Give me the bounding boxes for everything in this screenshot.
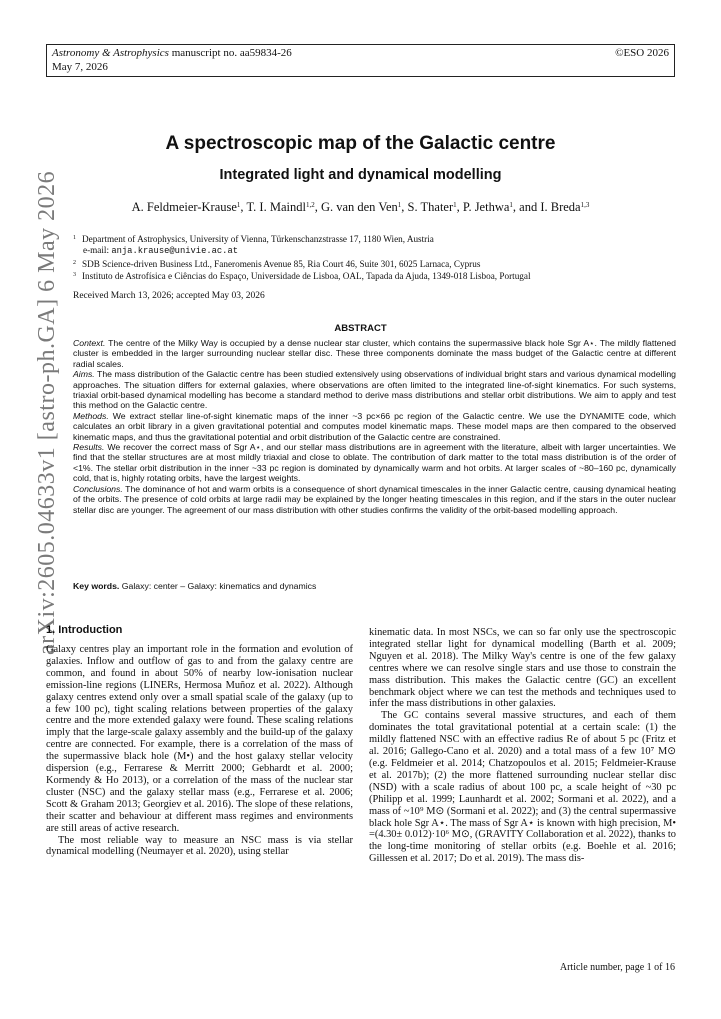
methods-label: Methods. <box>73 410 109 421</box>
email-label: e-mail: <box>83 245 112 256</box>
paragraph: Galaxy centres play an important role in the formation and evolution of galaxies. Inflow and outflow of gas to and from the galaxy centre are common, and found in about 50% of nearby low-ionisation nuclear emission-line regions (LINERs, Hermosa Muñoz et al. 2022). Although galaxy centres extend only over a small spatial scale of the galaxy (up to a few 100 pc), tight scaling relations between properties of the galaxy centre and the more extended galaxy were found. These scaling relations imply that the large-scale galaxy assembly and the build-up of the galaxy centre are connected. For example, there is a correlation of the mass of the supermassive black hole (M•) and the host galaxy stellar velocity dispersion (e.g., Ferrarese & Merritt 2000; Gebhardt et al. 2000; Kormendy & Ho 2013), or a correlation of the mass of the nuclear star cluster (NSC) and the galaxy stellar mass (e.g., Ferrarese et al. 2006; Scott & Graham 2013; Georgiev et al. 2016). The slope of these relations, their scatter and behaviour at different mass regimes and environments are still areas of active research. <box>46 644 353 834</box>
author-affil: 1,2 <box>305 201 315 209</box>
affiliation <box>73 258 673 270</box>
arxiv-stamp: arXiv:2605.04633v1 [astro-ph.GA] 6 May 2026 <box>34 170 60 655</box>
author-affil: 1 <box>236 201 241 209</box>
aims-text: The mass distribution of the Galactic centre has been studied extensively using observations of individual bright stars and various dynamical modelling approaches. The situation differs for external galaxies, where observations are often limited to the integrated line-of-sight kinematics. For such systems, triaxial orbit-based dynamical modelling has become a standard method to derive mass distributions and stellar orbit distributions. We aim to apply and test this method on the Galactic centre. <box>73 369 676 411</box>
copyright: ©ESO 2026 <box>615 47 669 59</box>
author: P. Jethwa <box>462 200 510 214</box>
author-list: A. Feldmeier-Krause$^1$, T. I. Maindl$^{1,2}$, G. van den Ven$^1$, S. Thater$^1$, P. Jethwa$^1$, and I. Breda$^{1,3}$ <box>131 200 590 214</box>
paper-subtitle: Integrated light and dynamical modelling <box>219 167 502 183</box>
author: G. van den Ven <box>320 200 398 214</box>
affiliation <box>73 270 673 282</box>
results-label: Results. <box>73 442 105 453</box>
affiliation-text: Department of Astrophysics, University of Vienna, Türkenschanzstrasse 17, 1180 Wien, Austria <box>82 234 434 244</box>
affiliation-number: 3 <box>73 271 76 278</box>
affiliation-text: SDB Science-driven Business Ltd., Faneromenis Avenue 85, Ria Court 46, Suite 301, 6025 Larnaca, Cyprus <box>82 258 481 269</box>
header-date: May 7, 2026 <box>52 61 108 73</box>
paper-title: A spectroscopic map of the Galactic centre <box>165 133 556 154</box>
author: I. Breda <box>540 200 581 214</box>
paragraph: kinematic data. In most NSCs, we can so far only use the spectroscopic integrated stellar light for dynamical modelling (Barth et al. 2009; Nguyen et al. 2018). The Milky Way's centre is one of the few galaxy centres where we can resolve single stars and use those to constrain the mass distribution. This makes the Galactic centre (GC) an excellent benchmark object where we can test the methods and techniques used to infer the mass distributions in other galaxies. <box>369 627 676 710</box>
manuscript-number: manuscript no. aa59834-26 <box>168 47 292 59</box>
received-dates: Received March 13, 2026; accepted May 03, 2026 <box>73 291 265 301</box>
journal-line <box>52 47 292 59</box>
abstract-conclusions <box>73 484 676 515</box>
conclusions-text: The dominance of hot and warm orbits is a consequence of short dynamical timescales in the inner Galactic centre, causing dynamical heating of the orbits. The presence of cold orbits at large radii may be explained by the longer heating timescales in this region, and if the stars in the outer nuclear stellar disc are younger. The agreement of our mass distribution with other studies confirms the validity of the orbit-based modelling approach. <box>73 483 676 515</box>
author-affil: 1 <box>397 201 402 209</box>
aims-label: Aims. <box>73 369 95 380</box>
results-text: We recover the correct mass of Sgr A⋆, and our stellar mass distributions are in agreement with the literature, albeit with larger uncertainties. We find that the stellar structures are at most mildly triaxial and close to oblate. The contribution of dark matter to the total mass distribution is of the order of <1%. The stellar orbit distribution in the inner ~33 pc region is dominated by dynamically warm and hot orbits. At larger scales of ~80–160 pc, dynamically cold, that is, highly rotating orbits, have the largest weights. <box>73 442 676 484</box>
section-heading: 1. Introduction <box>46 624 123 636</box>
email-address[interactable]: anja.krause@univie.ac.at <box>111 246 239 257</box>
author-affil: 1 <box>509 201 513 209</box>
page-footer: Article number, page 1 of 16 <box>559 962 675 973</box>
abstract-results <box>73 442 676 484</box>
abstract-context <box>73 338 676 369</box>
context-text: The centre of the Milky Way is occupied by a dense nuclear star cluster, which contains the supermassive black hole Sgr A⋆. The mildly flattened cluster is embedded in the larger surrounding nuclear stellar disc. These three components dominate the mass budget of the Galactic centre at different radial scales. <box>73 338 676 369</box>
keywords-text: Galaxy: center – Galaxy: kinematics and dynamics <box>121 581 317 591</box>
author: S. Thater <box>407 200 454 214</box>
manuscript-header <box>46 44 675 77</box>
keywords <box>73 581 676 591</box>
paragraph: The GC contains several massive structures, and each of them dominates the total gravitational potential at a certain scale: (1) the mildly flattened NSC with an effective radius Re of about 5 pc (Fritz et al. 2016; Gallego-Cano et al. 2020) and a total mass of a few 10⁷ M⊙ (e.g. Feldmeier et al. 2014; Chatzopoulos et al. 2015; Feldmeier-Krause et al. 2017b); (2) the more flattened surrounding nuclear stellar disc (NSD) with a scale radius of about 100 pc, a scale height of ~30 pc (Philipp et al. 1999; Launhardt et al. 2002; Sormani et al. 2022), and a mass of ~10⁹ M⊙ (Sormani et al. 2022); and (3) the central supermassive black hole Sgr A⋆. The mass of Sgr A⋆ is known with high precision, M• =(4.30± 0.012)·10⁶ M⊙, (GRAVITY Collaboration et al. 2022), thanks to the long-time monitoring of stellar orbits (e.g. Boehle et al. 2016; Gillessen et al. 2017; Do et al. 2019). The mass dis- <box>369 710 676 865</box>
email-line <box>73 245 673 257</box>
abstract-methods <box>73 411 676 442</box>
conclusions-label: Conclusions. <box>73 483 123 494</box>
abstract-aims <box>73 369 676 411</box>
author: A. Feldmeier-Krause <box>131 200 237 214</box>
abstract-heading: ABSTRACT <box>334 323 387 334</box>
author: T. I. Maindl <box>246 200 306 214</box>
author-affil: 1 <box>453 201 457 209</box>
abstract <box>73 338 676 515</box>
methods-text: We extract stellar line-of-sight kinematic maps of the inner ~3 pc×66 pc region of the Galactic centre. We use the DYNAMITE code, which calculates an orbit library in a given gravitational potential and computes model kinematic maps. These model maps are then compared to the observed kinematic maps, and thus the gravitational potential and orbit distribution of the Galactic centre are constrained. <box>73 410 676 442</box>
context-label: Context. <box>73 338 106 348</box>
affiliations <box>73 233 673 282</box>
affiliation-number: 2 <box>73 259 76 266</box>
affiliation-text: Instituto de Astrofísica e Ciências do Espaço, Universidade de Lisboa, OAL, Tapada da Ajuda, 1349-018 Lisboa, Portugal <box>82 270 531 281</box>
affiliation-number: 1 <box>73 235 76 241</box>
body-column-right <box>369 627 676 865</box>
author-affil: 1,3 <box>580 201 590 209</box>
paragraph: The most reliable way to measure an NSC mass is via stellar dynamical modelling (Neumayer et al. 2020), using stellar <box>46 834 353 858</box>
journal-name: Astronomy & Astrophysics <box>52 47 169 59</box>
keywords-label: Key words. <box>73 581 120 591</box>
body-column-left <box>46 644 353 858</box>
affiliation <box>73 233 673 245</box>
